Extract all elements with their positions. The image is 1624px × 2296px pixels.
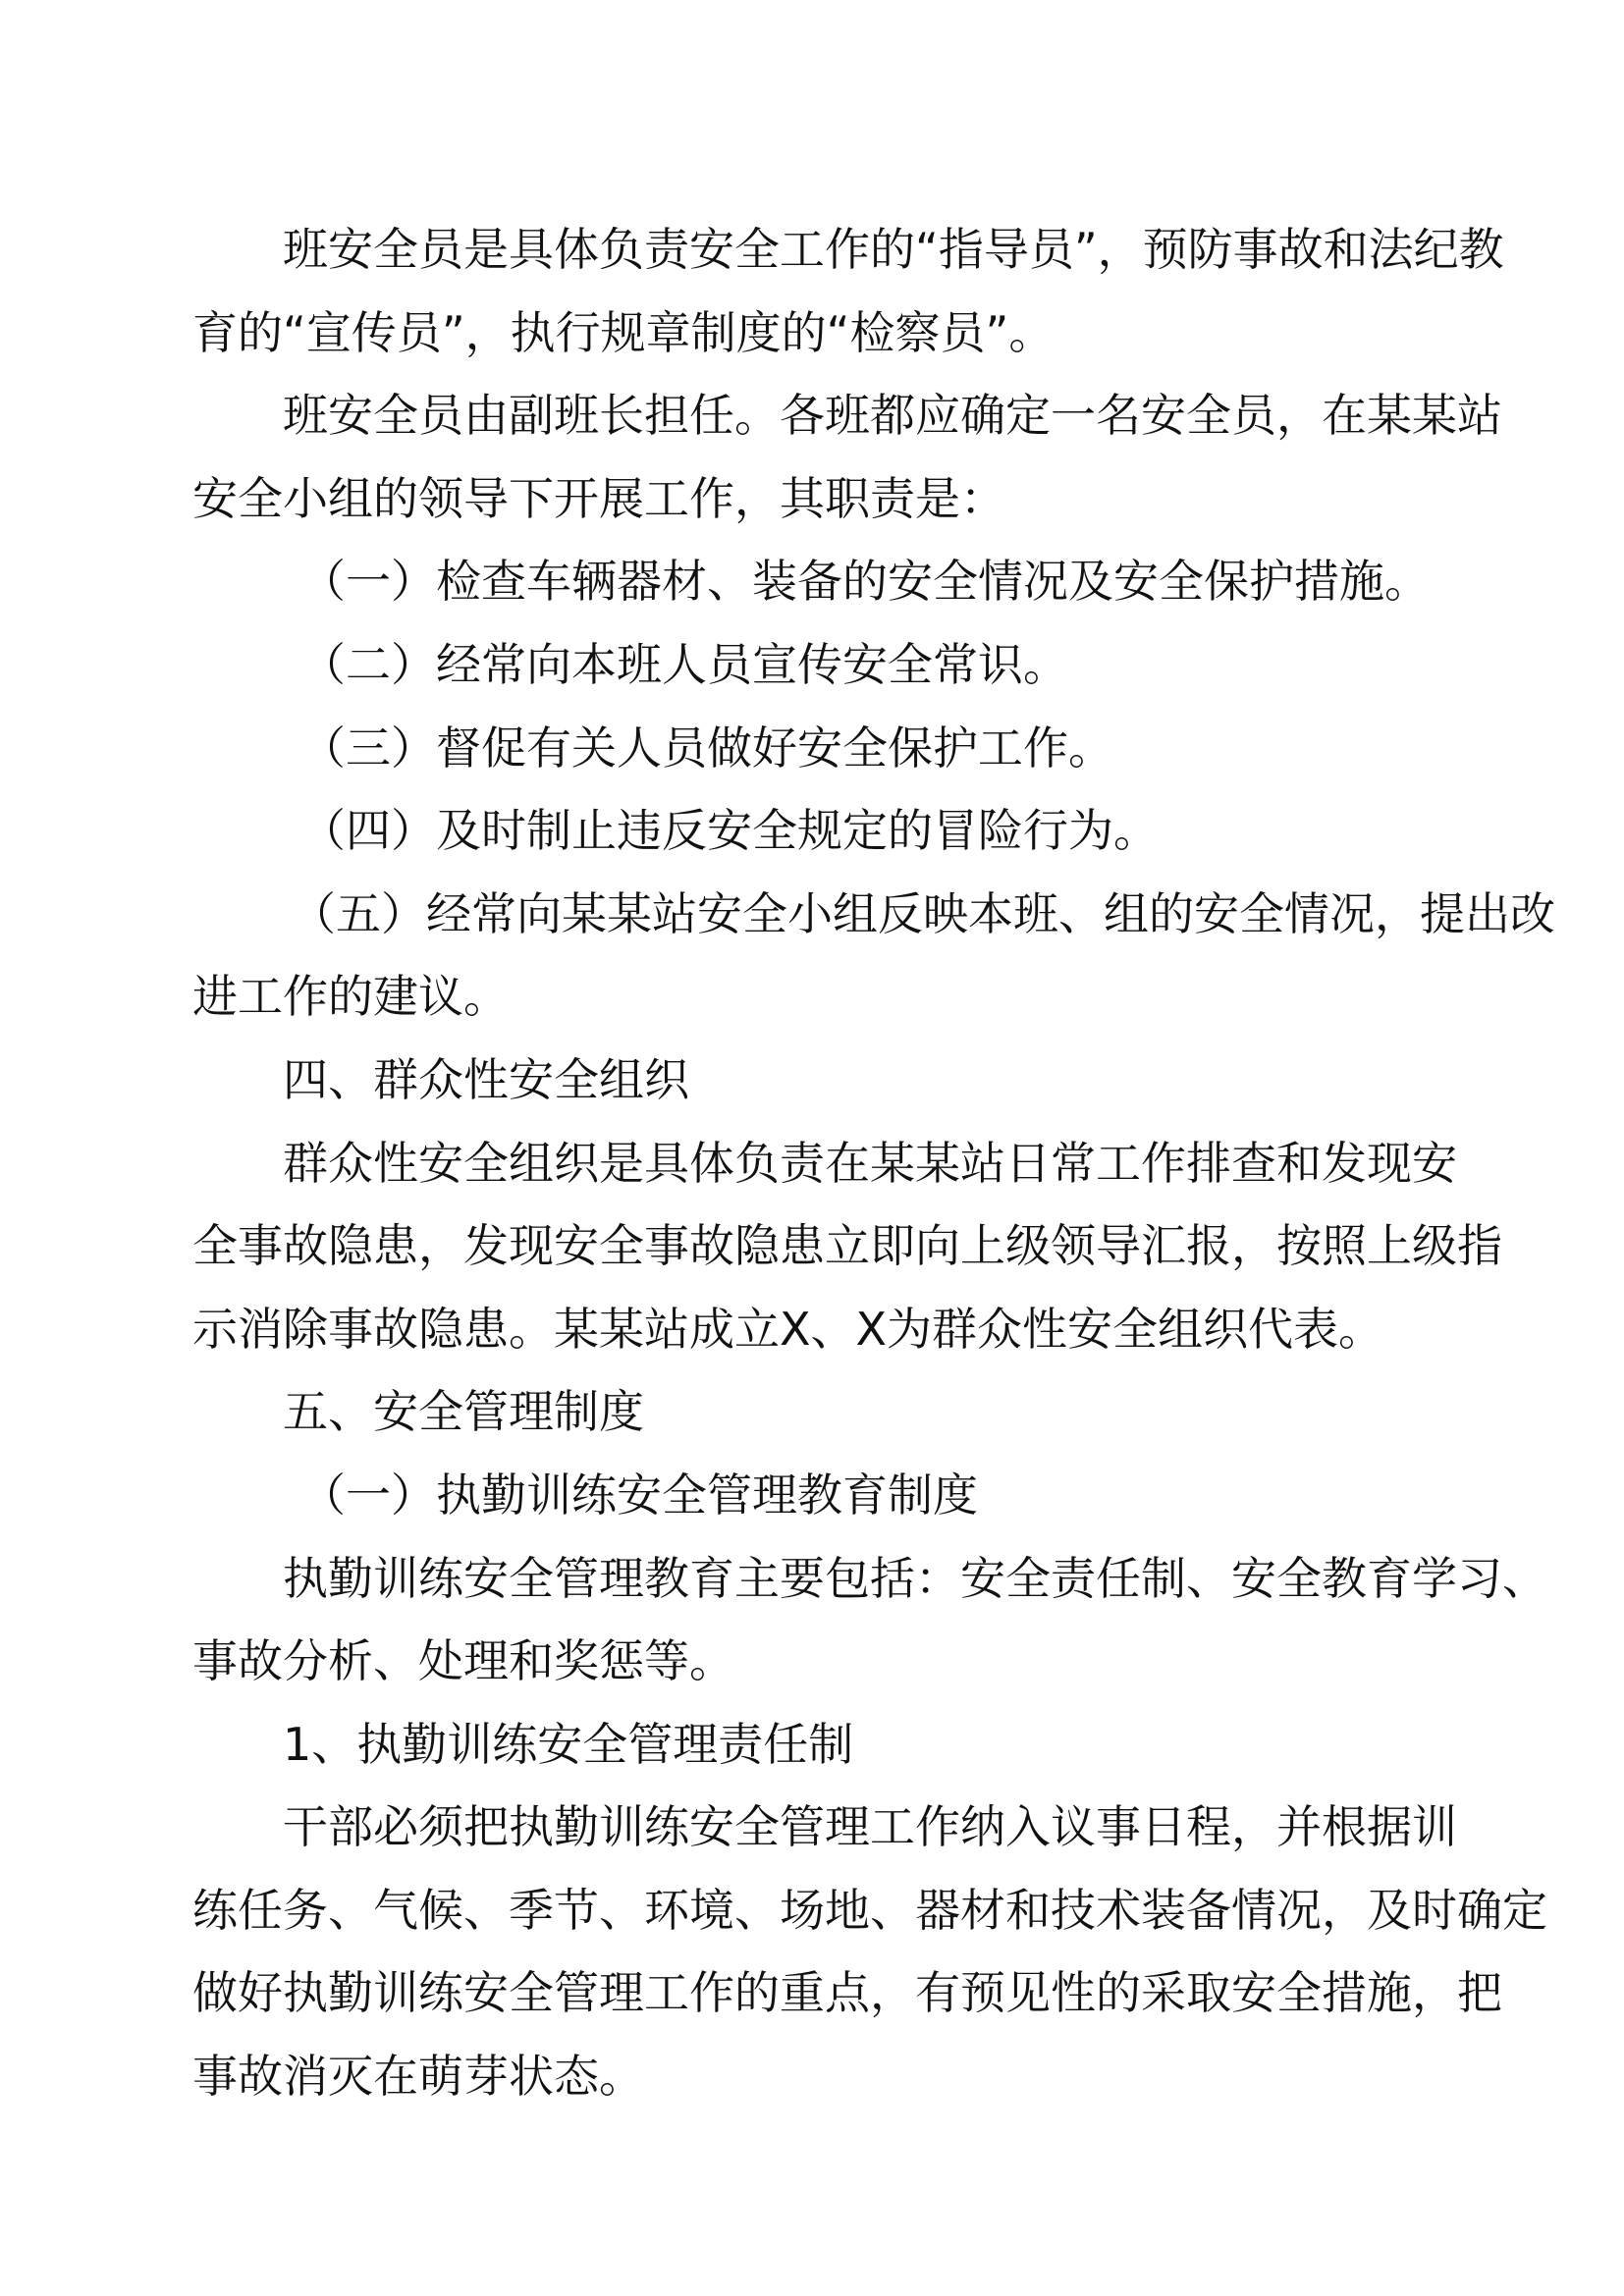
paragraph-safety-officer-role-line-1: 班安全员是具体负责安全工作的“指导员”，预防事故和法纪教: [283, 223, 1504, 276]
section-heading-mass-safety-organization: 四、群众性安全组织: [283, 1052, 689, 1106]
paragraph-training-safety-content-line-2: 事故分析、处理和奖惩等。: [192, 1634, 734, 1688]
paragraph-cadre-responsibility-line-4: 事故消灭在萌芽状态。: [192, 2050, 644, 2104]
paragraph-cadre-responsibility-line-1: 干部必须把执勤训练安全管理工作纳入议事日程，并根据训: [283, 1800, 1457, 1854]
list-item-duty-2: （二）经常向本班人员宣传安全常识。: [300, 637, 1068, 691]
list-item-duty-3: （三）督促有关人员做好安全保护工作。: [300, 721, 1113, 774]
subsection-heading-training-safety-education: （一）执勤训练安全管理教育制度: [300, 1468, 978, 1522]
paragraph-safety-officer-appointment-line-2: 安全小组的领导下开展工作，其职责是：: [192, 471, 1005, 525]
paragraph-mass-safety-line-3: 示消除事故隐患。某某站成立X、X为群众性安全组织代表。: [192, 1302, 1384, 1356]
subsection-heading-responsibility-system: 1、执勤训练安全管理责任制: [283, 1717, 854, 1771]
list-item-duty-5-line-2: 进工作的建议。: [192, 970, 509, 1024]
paragraph-mass-safety-line-2: 全事故隐患，发现安全事故隐患立即向上级领导汇报，按照上级指: [192, 1219, 1502, 1273]
paragraph-safety-officer-role-line-2: 育的“宣传员”，执行规章制度的“检察员”。: [192, 305, 1055, 359]
document-page: [192, 208, 1555, 2118]
paragraph-safety-officer-appointment-line-1: 班安全员由副班长担任。各班都应确定一名安全员，在某某站: [283, 389, 1502, 443]
section-heading-safety-management-system: 五、安全管理制度: [283, 1385, 644, 1439]
paragraph-mass-safety-line-1: 群众性安全组织是具体负责在某某站日常工作排查和发现安: [283, 1136, 1457, 1190]
paragraph-cadre-responsibility-line-3: 做好执勤训练安全管理工作的重点，有预见性的采取安全措施，把: [192, 1966, 1502, 2020]
list-item-duty-5-line-1: （五）经常向某某站安全小组反映本班、组的安全情况，提出改: [291, 886, 1555, 940]
paragraph-cadre-responsibility-line-2: 练任务、气候、季节、环境、场地、器材和技术装备情况，及时确定: [192, 1883, 1547, 1937]
list-item-duty-1: （一）检查车辆器材、装备的安全情况及安全保护措施。: [300, 555, 1430, 609]
paragraph-training-safety-content-line-1: 执勤训练安全管理教育主要包括：安全责任制、安全教育学习、: [283, 1551, 1547, 1605]
list-item-duty-4: （四）及时制止违反安全规定的冒险行为。: [300, 804, 1159, 858]
